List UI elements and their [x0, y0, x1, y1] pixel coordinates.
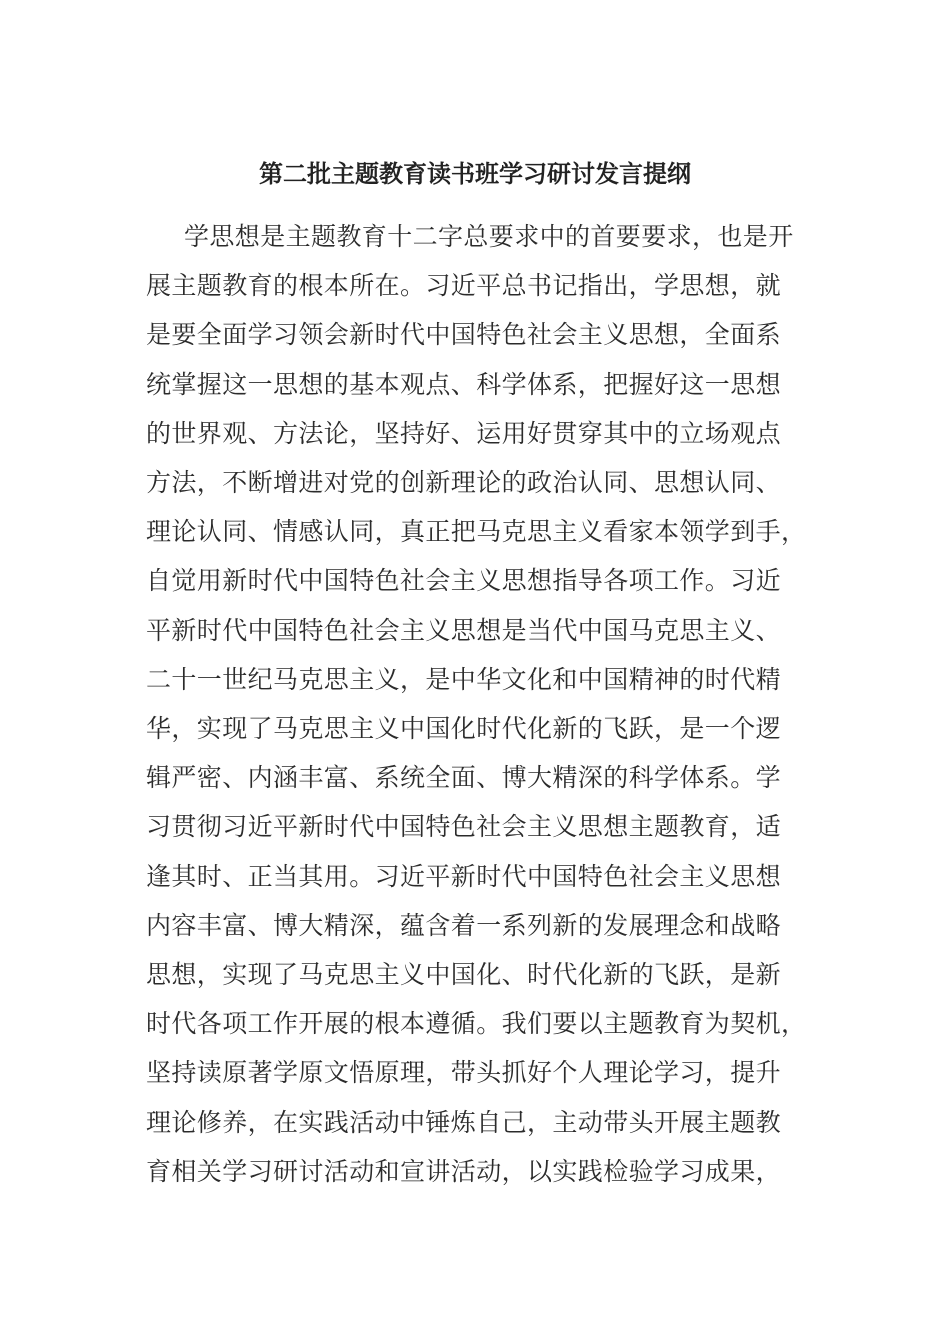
paragraph-line: 理论修养，在实践活动中锤炼自己，主动带头开展主题教 [146, 1107, 782, 1137]
paragraph-line: 华，实现了马克思主义中国化时代化新的飞跃，是一个逻 [146, 714, 782, 743]
paragraph-line: 方法，不断增进对党的创新理论的政治认同、思想认同、 [146, 468, 782, 497]
paragraph-line: 逢其时、正当其用。习近平新时代中国特色社会主义思想 [146, 861, 782, 891]
paragraph-line: 学思想是主题教育十二字总要求中的首要要求，也是开 [184, 222, 794, 251]
paragraph-line: 自觉用新时代中国特色社会主义思想指导各项工作。习近 [146, 566, 782, 596]
paragraph-line: 习贯彻习近平新时代中国特色社会主义思想主题教育，适 [146, 812, 782, 842]
paragraph-line: 展主题教育的根本所在。习近平总书记指出，学思想，就 [146, 271, 782, 301]
paragraph-line: 内容丰富、博大精深，蕴含着一系列新的发展理念和战略 [146, 910, 782, 940]
paragraph-line: 统掌握这一思想的基本观点、科学体系，把握好这一思想 [146, 369, 782, 399]
paragraph-line: 平新时代中国特色社会主义思想是当代中国马克思主义、 [146, 615, 782, 645]
paragraph-line: 的世界观、方法论，坚持好、运用好贯穿其中的立场观点 [146, 418, 782, 448]
document-title: 第二批主题教育读书班学习研讨发言提纲 [259, 160, 691, 188]
paragraph-line: 育相关学习研讨活动和宣讲活动，以实践检验学习成果， [146, 1156, 782, 1186]
paragraph-line: 辑严密、内涵丰富、系统全面、博大精深的科学体系。学 [146, 763, 782, 793]
paragraph-line: 坚持读原著学原文悟原理，带头抓好个人理论学习，提升 [146, 1058, 782, 1088]
paragraph-line: 理论认同、情感认同，真正把马克思主义看家本领学到手， [146, 517, 807, 547]
paragraph-line: 二十一世纪马克思主义，是中华文化和中国精神的时代精 [146, 664, 782, 694]
paragraph-line: 是要全面学习领会新时代中国特色社会主义思想，全面系 [146, 320, 782, 350]
paragraph-line: 时代各项工作开展的根本遵循。我们要以主题教育为契机， [146, 1009, 807, 1039]
paragraph-line: 思想，实现了马克思主义中国化、时代化新的飞跃，是新 [146, 960, 782, 989]
